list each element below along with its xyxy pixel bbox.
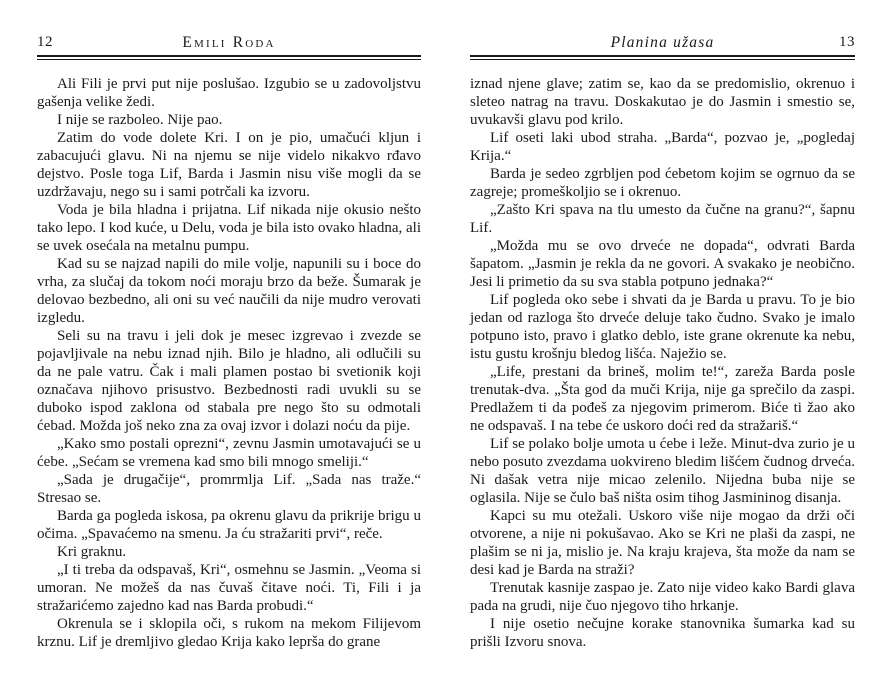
right-page: [446, 0, 892, 700]
paragraph: Voda je bila hladna i prijatna. Lif nikada nije okusio nešto tako lepo. I kod kuće, u Delu, voda je bila isto ovako hladna, ali se uvek osećala na metalnu pumpu.: [37, 202, 421, 254]
paragraph: Zatim do vode dolete Kri. I on je pio, umačući kljun i zabacujući glavu. Ni na njemu se nije videlo nikakvo rđavo dejstvo. Posle toga Lif, Barda i Jasmin nisu više mogli da se uzdržavaju, nego su i sami potrčali ka izvoru.: [37, 130, 421, 200]
paragraph: Okrenula se i sklopila oči, s rukom na mekom Filijevom krznu. Lif je dremljivo gledao Krija kako leprša do grane: [37, 616, 421, 650]
right-running-header-title: Planina užasa: [610, 34, 715, 51]
paragraph: „Možda mu se ovo drveće ne dopada“, odvrati Barda šapatom. „Jasmin je rekla da ne govori. A svakako je neobično. Jesi li primetio da su sva stabla potpuno jednaka?“: [470, 238, 855, 290]
paragraph: Kri graknu.: [57, 544, 127, 560]
paragraph: iznad njene glave; zatim se, kao da se predomislio, okrenuo i sleteo natrag na travu. Doskakutao je do Jasmin i smestio se, uvukavši glavu pod krilo.: [470, 76, 855, 128]
right-running-head: [470, 34, 855, 51]
left-header-rule: [37, 55, 421, 60]
left-page-text: [37, 75, 421, 651]
paragraph: „Zašto Kri spava na tlu umesto da čučne na granu?“, šapnu Lif.: [470, 202, 855, 236]
paragraph: Lif oseti laki ubod straha. „Barda“, pozvao je, „pogledaj Krija.“: [470, 130, 855, 164]
left-running-header-title: Emili Roda: [182, 34, 276, 51]
paragraph: „Life, prestani da brineš, molim te!“, zareža Barda posle trenutak-dva. „Šta god da muči Krija, nije ga sprečilo da zaspi. Predlažem ti da pođeš za njegovim primerom. Biće ti žao ako ne odspavaš. I na tebe će uskoro doći red da stražariš.“: [470, 364, 855, 434]
paragraph: „I ti treba da odspavaš, Kri“, osmehnu se Jasmin. „Veoma si umoran. Ne možeš da nas čuvaš čitave noći. Ti, Fili i ja stražarićemo zajedno kad nas Barda probudi.“: [37, 562, 421, 614]
right-header-rule: [470, 55, 855, 60]
left-running-head: [37, 34, 421, 51]
paragraph: Kad su se najzad napili do mile volje, napunili su i boce do vrha, za slučaj da tokom noći moraju brzo da beže. Šumarak je delovao bezbedno, ali oni su već naučili da nije mudro verovati izgledu.: [37, 256, 421, 326]
right-page-number: 13: [839, 34, 855, 50]
paragraph: Kapci su mu otežali. Uskoro više nije mogao da drži oči otvorene, a nije ni pokušavao. Ako se Kri ne plaši da zaspi, ne plašim se ni ja, mislio je. Na kraju krajeva, šta može da nam se desi kad je Barda na straži?: [470, 508, 855, 578]
paragraph: Lif se polako bolje umota u ćebe i leže. Minut-dva zurio je u nebo posuto zvezdama uokvireno bledim lišćem čudnog drveća. Ni dašak vetra nije micao zelenilo. Nijedna buba nije se oglasila. Nije se čulo baš ništa osim tihog Jasmininog disanja.: [470, 436, 855, 506]
paragraph: „Kako smo postali oprezni“, zevnu Jasmin umotavajući se u ćebe. „Sećam se vremena kad smo bili mnogo smeliji.“: [37, 436, 421, 470]
paragraph: I nije se razboleo. Nije pao.: [57, 112, 223, 128]
paragraph: Lif pogleda oko sebe i shvati da je Barda u pravu. To je bio jedan od razloga što drveće deluje tako čudno. Svako je imalo potpuno isto, pravo i glatko deblo, iste grane okrenute ka nebu, istu gustu krošnju bledog lišća. Naježio se.: [470, 292, 855, 362]
paragraph: Barda je sedeo zgrbljen pod ćebetom kojim se ogrnuo da se zagreje; promeškoljio se i okrenuo.: [470, 166, 855, 200]
paragraph: Barda ga pogleda iskosa, pa okrenu glavu da prikrije brigu u očima. „Spavaćemo na smenu. Ja ću stražariti prvi“, reče.: [37, 508, 421, 542]
right-page-text: [470, 75, 855, 651]
paragraph: Trenutak kasnije zaspao je. Zato nije video kako Bardi glava pada na grudi, nije čuo njegovo tiho hrkanje.: [470, 580, 855, 614]
paragraph: Ali Fili je prvi put nije poslušao. Izgubio se u zadovoljstvu gašenja velike žedi.: [37, 76, 421, 110]
paragraph: Seli su na travu i jeli dok je mesec izgrevao i zvezde se pojavljivale na nebu iznad njih. Bilo je hladno, ali odlučili su da ne pale vatru. Čak i mali plamen postao bi svetionik koji označava njihovo prisustvo. Bezbednosti radi uvukli su se duboko ispod zaklona od stabala pre nego što su odmotali ćebad. Možda još neko zna za ovaj izvor i dolazi noću da pije.: [37, 328, 421, 434]
paragraph: I nije osetio nečujne korake stanovnika šumarka kad su prišli Izvoru snova.: [470, 616, 855, 650]
paragraph: „Sada je drugačije“, promrmlja Lif. „Sada nas traže.“ Stresao se.: [37, 472, 421, 506]
left-page-number: 12: [37, 34, 53, 50]
